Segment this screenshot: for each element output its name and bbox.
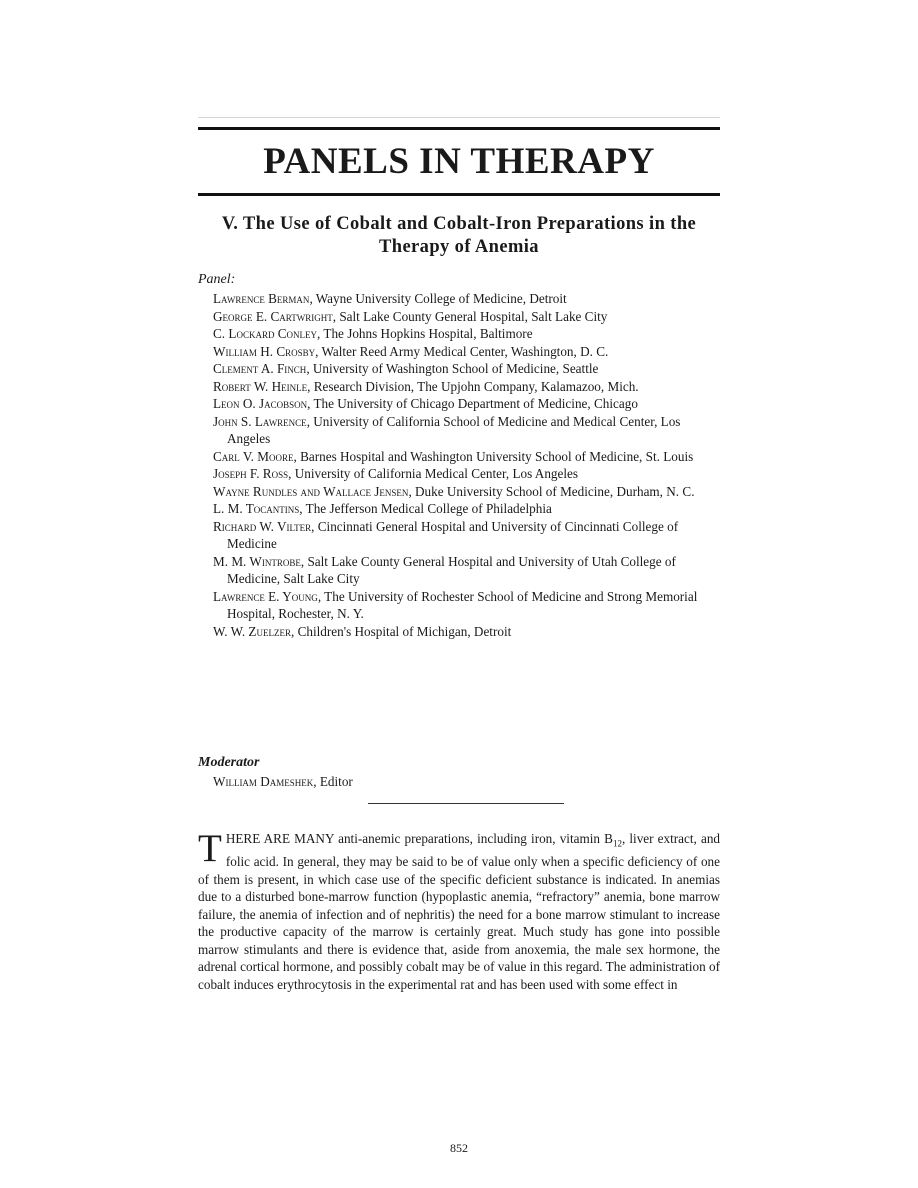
member-affiliation: , University of California School of Medicine and Medical Center, Los Angeles: [227, 413, 681, 446]
member-name: Lawrence Berman: [213, 291, 310, 306]
member-affiliation: , Children's Hospital of Michigan, Detroit: [290, 623, 512, 639]
member-affiliation: , Wayne University College of Medicine, Detroit: [309, 291, 567, 306]
member-name: William H. Crosby: [213, 343, 316, 359]
drop-cap: T: [198, 827, 222, 870]
panel-member: [213, 588, 721, 623]
member-affiliation: , University of Washington School of Medicine, Seattle: [306, 361, 599, 376]
panel-member: [213, 518, 721, 553]
panel-member: [213, 325, 721, 343]
member-name: Richard W. Vilter: [213, 518, 312, 534]
body-paragraph: [198, 827, 721, 993]
masthead-top-rule: [198, 127, 720, 130]
member-name: L. M. Tocantins: [213, 501, 300, 516]
member-affiliation: , University of California Medical Center, Los Angeles: [288, 466, 579, 481]
article-title-line-2: Therapy of Anemia: [379, 237, 539, 257]
article-title-line-1: V. The Use of Cobalt and Cobalt-Iron Preparations in the: [221, 214, 697, 234]
member-affiliation: , The University of Rochester School of Medicine and Strong Memorial Hospital, Rochester, N. Y.: [227, 588, 698, 621]
member-name: Robert W. Heinle: [213, 378, 308, 394]
member-affiliation: , Salt Lake County General Hospital and University of Utah College of Medicine, Salt Lake City: [227, 553, 676, 586]
panel-member: [213, 413, 721, 448]
panel-member: [213, 553, 721, 588]
panel-member: [213, 500, 721, 518]
panel-label: Panel:: [198, 272, 236, 287]
panel-member: [213, 483, 721, 501]
body-text-part-2: , liver extract, and folic acid. In general, they may be said to be of value only when a specific deficiency of one of them is present, in which case use of the specific deficient substance is indicated. In anemias due to a disturbed bone-marrow function (hypoplastic anemia, “refractory” anemia, bone marrow failure, the anemia of infection and of nephritis) the need for a bone marrow stimulant to increase the productive capacity of the marrow is certainly great. Much study has gone into possible marrow stimulants and there is evidence that, aside from anoxemia, the male sex hormone, the adrenal cortical hormone, and possibly cobalt may be of value in this regard. The administration of cobalt induces erythrocytosis in the experimental rat and has been used with some effect in: [198, 831, 721, 992]
member-affiliation: , Barnes Hospital and Washington University School of Medicine, St. Louis: [293, 448, 694, 464]
page-number: 852: [450, 1141, 468, 1155]
section-separator: [368, 803, 564, 804]
member-affiliation: , The Johns Hopkins Hospital, Baltimore: [317, 326, 533, 341]
member-name: George E. Cartwright: [213, 308, 333, 324]
member-affiliation: , The University of Chicago Department of Medicine, Chicago: [307, 396, 638, 411]
member-affiliation: , Cincinnati General Hospital and University of Cincinnati College of Medicine: [227, 518, 679, 551]
panel-member: [213, 448, 721, 466]
member-affiliation: , Walter Reed Army Medical Center, Washington, D. C.: [315, 343, 609, 359]
panel-member: [213, 465, 721, 483]
panel-member: [213, 290, 721, 308]
member-name: Carl V. Moore: [213, 448, 294, 464]
panel-member: [213, 395, 721, 413]
member-affiliation: , The Jefferson Medical College of Philadelphia: [299, 501, 552, 516]
subscript: 12: [612, 838, 622, 849]
article-title: [198, 213, 720, 259]
panel-member: [213, 378, 721, 396]
panel-member: [213, 360, 721, 378]
body-text-part-1: anti-anemic preparations, including iron, vitamin B: [333, 831, 613, 846]
member-name: Wayne Rundles and Wallace Jensen: [213, 483, 409, 499]
panel-member-list: [213, 290, 721, 640]
lead-caps: HERE ARE MANY: [225, 831, 334, 846]
moderator-label: Moderator: [198, 755, 260, 770]
member-name: John S. Lawrence: [213, 413, 307, 429]
member-affiliation: , Research Division, The Upjohn Company, Kalamazoo, Mich.: [307, 378, 639, 394]
member-name: M. M. Wintrobe: [213, 553, 301, 569]
member-name: C. Lockard Conley: [213, 326, 318, 341]
panel-member: [213, 308, 721, 326]
section-masthead: PANELS IN THERAPY: [263, 141, 655, 182]
member-affiliation: , Duke University School of Medicine, Durham, N. C.: [408, 483, 695, 499]
panel-member: [213, 623, 721, 641]
member-name: Leon O. Jacobson: [213, 396, 308, 411]
member-name: W. W. Zuelzer: [213, 623, 291, 639]
member-name: Clement A. Finch: [213, 361, 307, 376]
member-name: Joseph F. Ross: [213, 466, 289, 481]
moderator: [213, 773, 353, 791]
moderator-name: William Dameshek: [213, 774, 314, 789]
member-name: Lawrence E. Young: [213, 588, 318, 604]
panel-member: [213, 343, 721, 361]
masthead-bottom-rule: [198, 193, 720, 196]
member-affiliation: , Salt Lake County General Hospital, Salt Lake City: [332, 308, 608, 324]
faint-header-line: [198, 117, 720, 118]
moderator-role: , Editor: [313, 774, 353, 789]
